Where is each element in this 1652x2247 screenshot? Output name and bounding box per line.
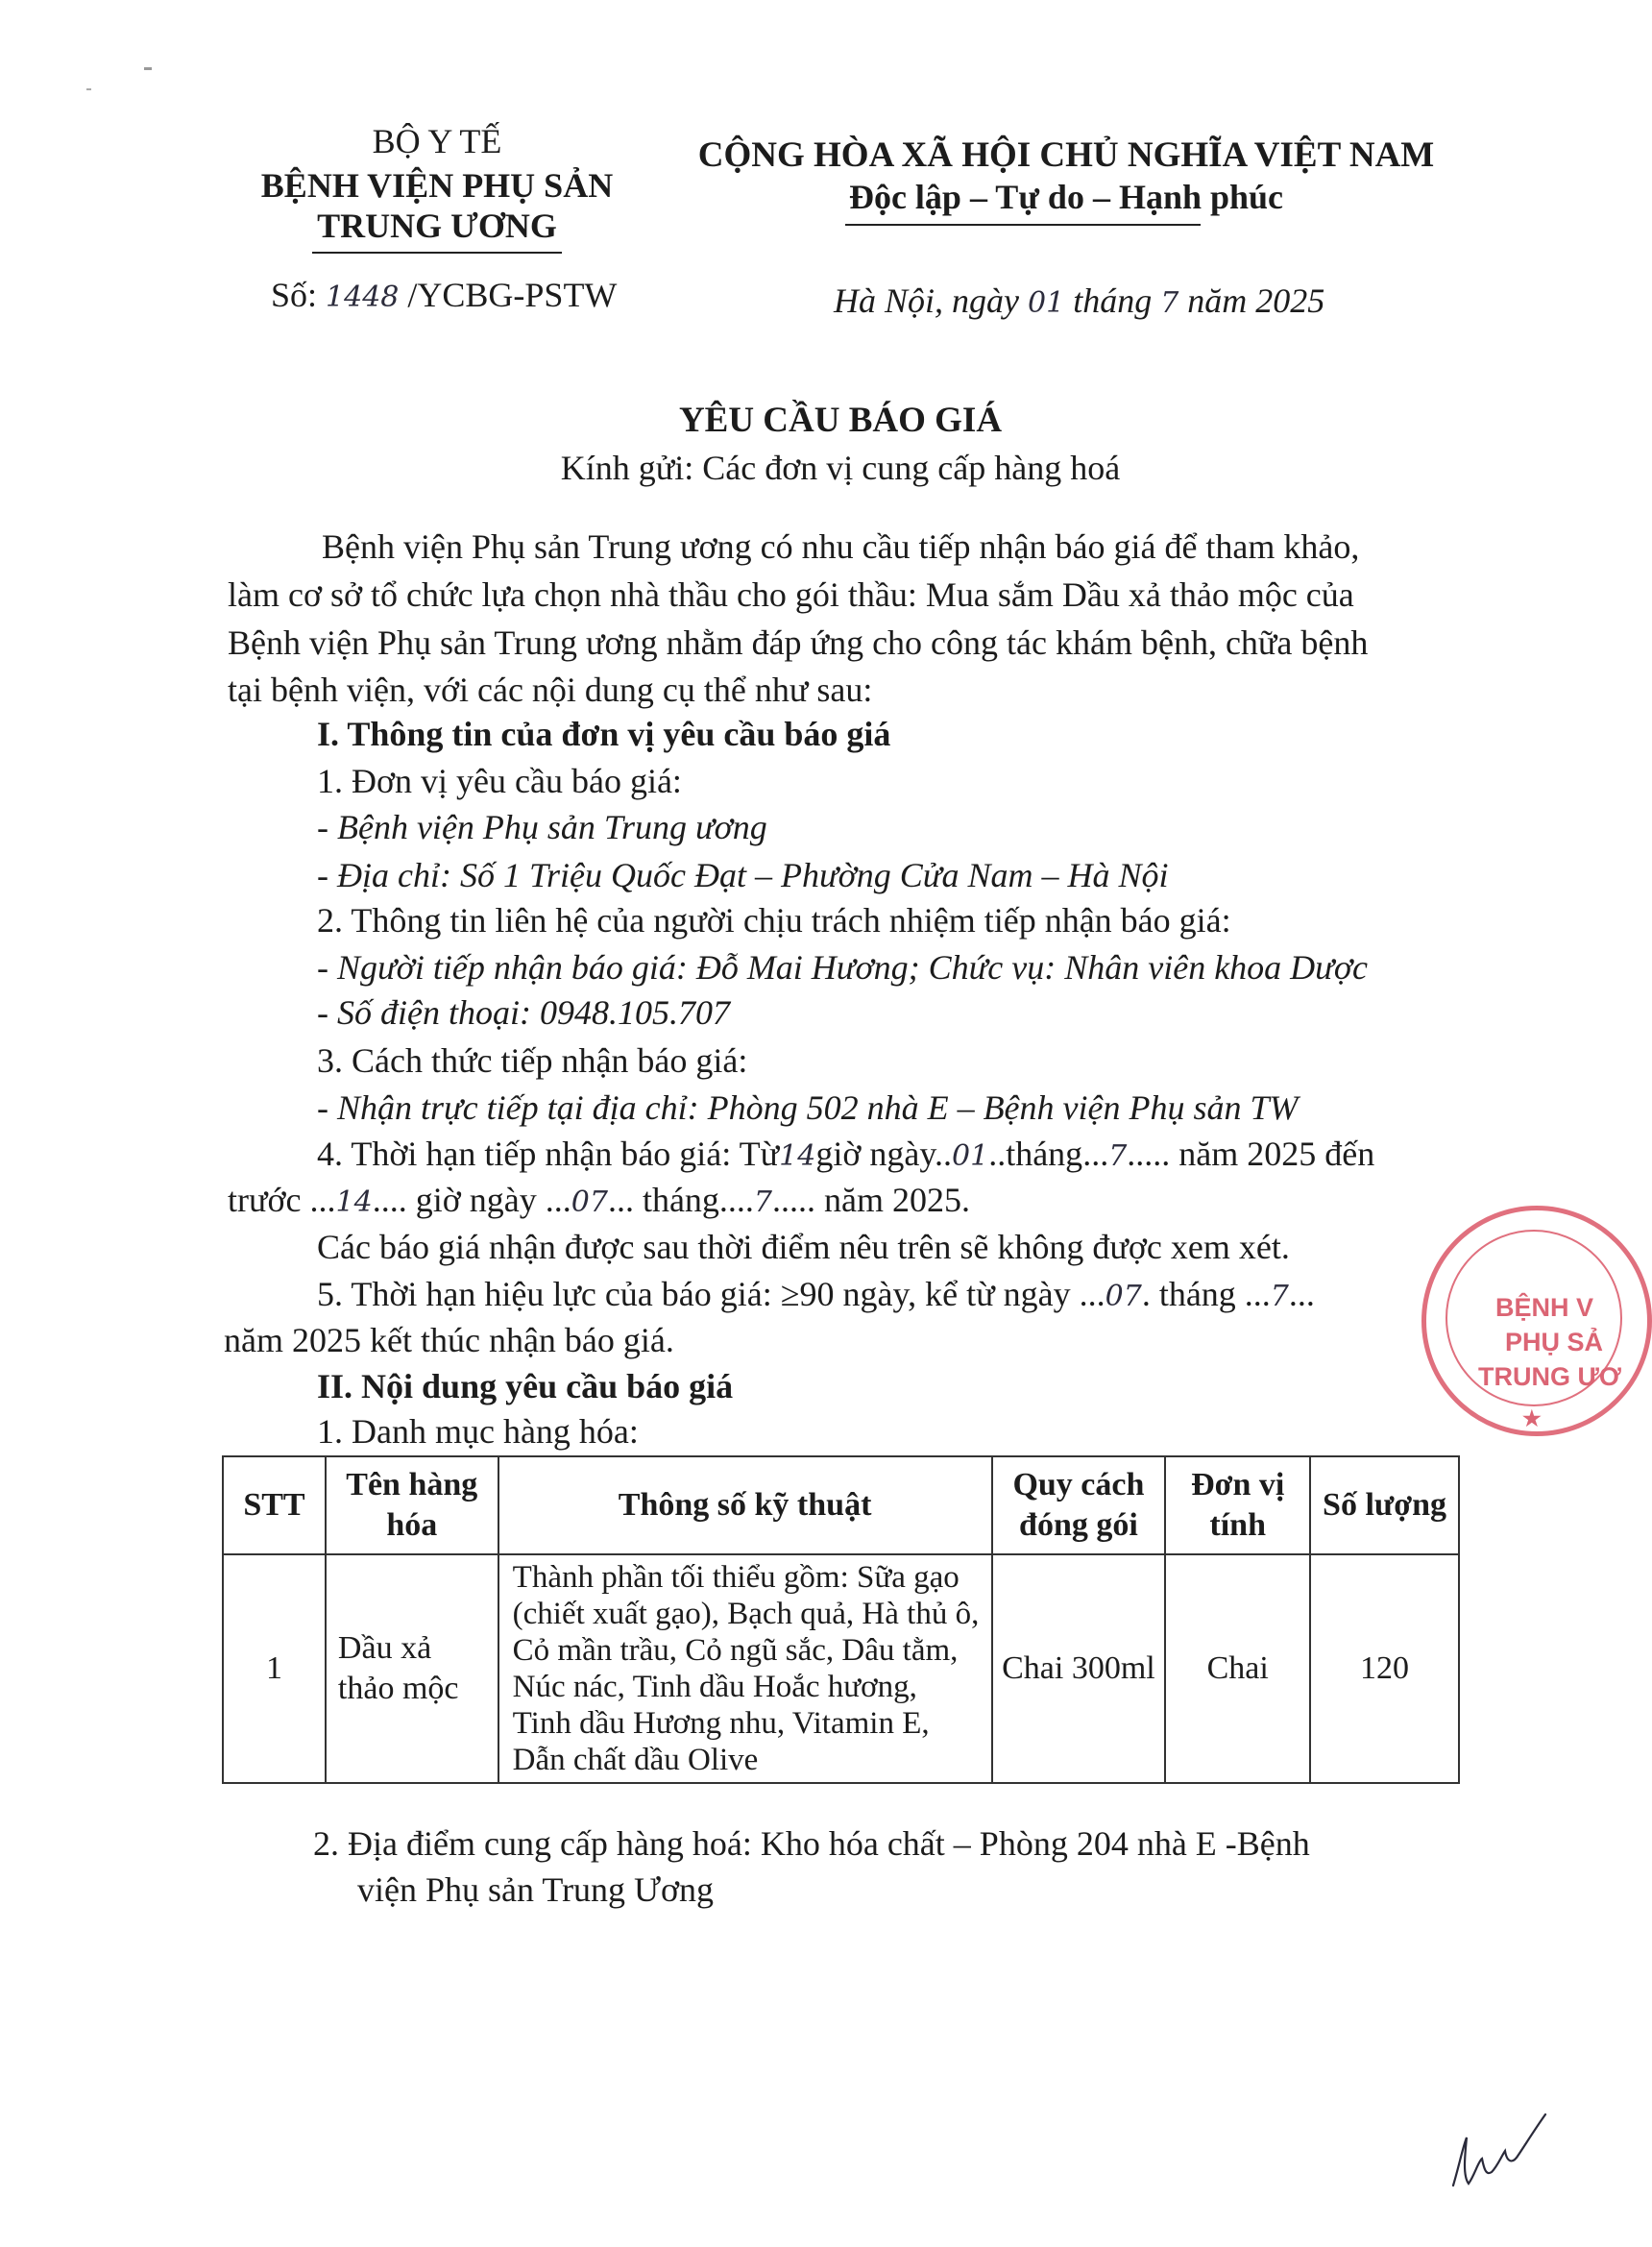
cell-stt: 1 bbox=[223, 1554, 326, 1783]
item4-text-4: năm 2025 đến bbox=[1178, 1135, 1375, 1173]
cell-unit: Chai bbox=[1165, 1554, 1310, 1783]
item4-text-2: giờ ngày bbox=[815, 1135, 935, 1173]
section-1-item-2: 2. Thông tin liên hệ của người chịu trách nhiệm tiếp nhận báo giá: bbox=[317, 901, 1231, 940]
hospital-name-line2: TRUNG ƯƠNG bbox=[317, 207, 557, 245]
place-date-prefix: Hà Nội, ngày bbox=[834, 281, 1019, 320]
item4-text-8: năm 2025. bbox=[824, 1181, 970, 1219]
official-stamp bbox=[1421, 1206, 1652, 1436]
col-header-stt: STT bbox=[223, 1456, 326, 1554]
intro-line-2: làm cơ sở tổ chức lựa chọn nhà thầu cho gói thầu: Mua sắm Dầu xả thảo mộc của bbox=[228, 575, 1354, 614]
unit-name: - Bệnh viện Phụ sản Trung ương bbox=[317, 808, 767, 846]
item4-month-start: 7 bbox=[1108, 1139, 1128, 1173]
item4-text-1: 4. Thời hạn tiếp nhận báo giá: Từ bbox=[317, 1135, 780, 1173]
cell-quantity: 120 bbox=[1310, 1554, 1459, 1783]
section-1-heading: I. Thông tin của đơn vị yêu cầu báo giá bbox=[317, 715, 891, 753]
stamp-line-1: BỆNH V bbox=[1495, 1293, 1594, 1322]
date-month-handwritten: 7 bbox=[1160, 286, 1179, 320]
item4-text-5: trước bbox=[228, 1181, 302, 1219]
receiving-method: - Nhận trực tiếp tại địa chỉ: Phòng 502 nhà E – Bệnh viện Phụ sản TW bbox=[317, 1088, 1299, 1127]
doc-number-prefix: Số: bbox=[271, 276, 318, 314]
col-header-unit: Đơn vị tính bbox=[1165, 1456, 1310, 1554]
cell-name: Dầu xả thảo mộc bbox=[326, 1554, 498, 1783]
receiver-info: - Người tiếp nhận báo giá: Đỗ Mai Hương; Chức vụ: Nhân viên khoa Dược bbox=[317, 948, 1369, 987]
date-year-label: năm 2025 bbox=[1187, 281, 1325, 320]
date-month-label: tháng bbox=[1073, 281, 1153, 320]
section-2-item-2-line-2: viện Phụ sản Trung Ương bbox=[357, 1870, 715, 1909]
col-header-name: Tên hàng hóa bbox=[326, 1456, 498, 1554]
item4-text-3: tháng bbox=[1006, 1135, 1083, 1173]
document-title: YÊU CẦU BÁO GIÁ bbox=[678, 401, 1003, 440]
item4-day-start: 01 bbox=[952, 1139, 989, 1173]
header-left-underline bbox=[312, 252, 562, 254]
stamp-star-icon: ★ bbox=[1522, 1406, 1542, 1430]
item4-hour-start: 14 bbox=[779, 1139, 816, 1173]
section-1-item-4-line-1: 4. Thời hạn tiếp nhận báo giá: Từ14giờ ngày..01..tháng...7..... năm 2025 đến bbox=[317, 1135, 1375, 1173]
item5-text-1: 5. Thời hạn hiệu lực của báo giá: ≥90 ngày, kể từ ngày bbox=[317, 1275, 1071, 1313]
stamp-line-2: PHỤ SẢ bbox=[1505, 1328, 1604, 1356]
late-submission-note: Các báo giá nhận được sau thời điểm nêu trên sẽ không được xem xét. bbox=[317, 1228, 1290, 1266]
section-2-heading: II. Nội dung yêu cầu báo giá bbox=[317, 1367, 734, 1405]
item5-day: 07 bbox=[1105, 1280, 1142, 1313]
doc-number-suffix: /YCBG-PSTW bbox=[407, 276, 618, 314]
ministry-name: BỘ Y TẾ bbox=[372, 122, 502, 160]
item4-text-6: giờ ngày bbox=[415, 1181, 537, 1219]
item4-month-end: 7 bbox=[753, 1185, 773, 1219]
intro-line-3: Bệnh viện Phụ sản Trung ương nhằm đáp ứng cho công tác khám bệnh, chữa bệnh bbox=[228, 623, 1369, 662]
cell-packing: Chai 300ml bbox=[992, 1554, 1166, 1783]
section-1-item-3: 3. Cách thức tiếp nhận báo giá: bbox=[317, 1041, 748, 1080]
col-header-packing: Quy cách đóng gói bbox=[992, 1456, 1166, 1554]
intro-line-4: tại bệnh viện, với các nội dung cụ thể như sau: bbox=[228, 671, 873, 709]
document-number bbox=[271, 275, 617, 315]
unit-address: - Địa chỉ: Số 1 Triệu Quốc Đạt – Phường Cửa Nam – Hà Nội bbox=[317, 856, 1169, 894]
col-header-quantity: Số lượng bbox=[1310, 1456, 1459, 1554]
section-2-item-1: 1. Danh mục hàng hóa: bbox=[317, 1412, 639, 1451]
section-1-item-5-line-1: 5. Thời hạn hiệu lực của báo giá: ≥90 ngày, kể từ ngày ...07. tháng ...7... bbox=[317, 1275, 1315, 1313]
item4-hour-end: 14 bbox=[335, 1185, 373, 1219]
header-right-underline bbox=[845, 224, 1201, 226]
salutation: Kính gửi: Các đơn vị cung cấp hàng hoá bbox=[560, 449, 1121, 487]
section-1-item-1: 1. Đơn vị yêu cầu báo giá: bbox=[317, 762, 682, 800]
date-day-handwritten: 01 bbox=[1028, 286, 1065, 320]
goods-table bbox=[222, 1455, 1460, 1784]
table-header-row bbox=[223, 1456, 1459, 1554]
scan-mark bbox=[86, 88, 91, 90]
country-name: CỘNG HÒA XÃ HỘI CHỦ NGHĨA VIỆT NAM bbox=[697, 135, 1435, 175]
cell-spec: Thành phần tối thiểu gồm: Sữa gạo (chiết xuất gạo), Bạch quả, Hà thủ ô, Cỏ mần trầu, Cỏ ngũ sắc, Dâu tằm, Núc nác, Tinh dầu Hoắc hương, Tinh dầu Hương nhu, Vitamin E, Dẫn chất dầu Olive bbox=[498, 1554, 992, 1783]
table-row bbox=[223, 1554, 1459, 1783]
stamp-line-3: TRUNG ƯƠ bbox=[1478, 1362, 1621, 1391]
national-motto: Độc lập – Tự do – Hạnh phúc bbox=[848, 178, 1284, 216]
place-date bbox=[834, 281, 1324, 321]
hospital-name-line1: BỆNH VIỆN PHỤ SẢN bbox=[260, 166, 614, 205]
intro-line-1: Bệnh viện Phụ sản Trung ương có nhu cầu tiếp nhận báo giá để tham khảo, bbox=[322, 527, 1360, 566]
item4-day-end: 07 bbox=[571, 1185, 608, 1219]
scan-mark bbox=[144, 67, 152, 70]
item5-month: 7 bbox=[1270, 1280, 1289, 1313]
item5-text-2: tháng bbox=[1158, 1275, 1236, 1313]
section-2-item-2-line-1: 2. Địa điểm cung cấp hàng hoá: Kho hóa chất – Phòng 204 nhà E -Bệnh bbox=[313, 1824, 1310, 1863]
item4-text-7: tháng bbox=[642, 1181, 719, 1219]
col-header-spec: Thông số kỹ thuật bbox=[498, 1456, 992, 1554]
doc-number-handwritten: 1448 bbox=[326, 281, 400, 314]
receiver-phone: - Số điện thoại: 0948.105.707 bbox=[317, 993, 730, 1032]
signature-initials bbox=[1446, 2109, 1551, 2195]
section-1-item-4-line-2: trước ...14.... giờ ngày ...07... tháng....7..... năm 2025. bbox=[228, 1181, 970, 1219]
section-1-item-5-line-2: năm 2025 kết thúc nhận báo giá. bbox=[224, 1321, 674, 1359]
